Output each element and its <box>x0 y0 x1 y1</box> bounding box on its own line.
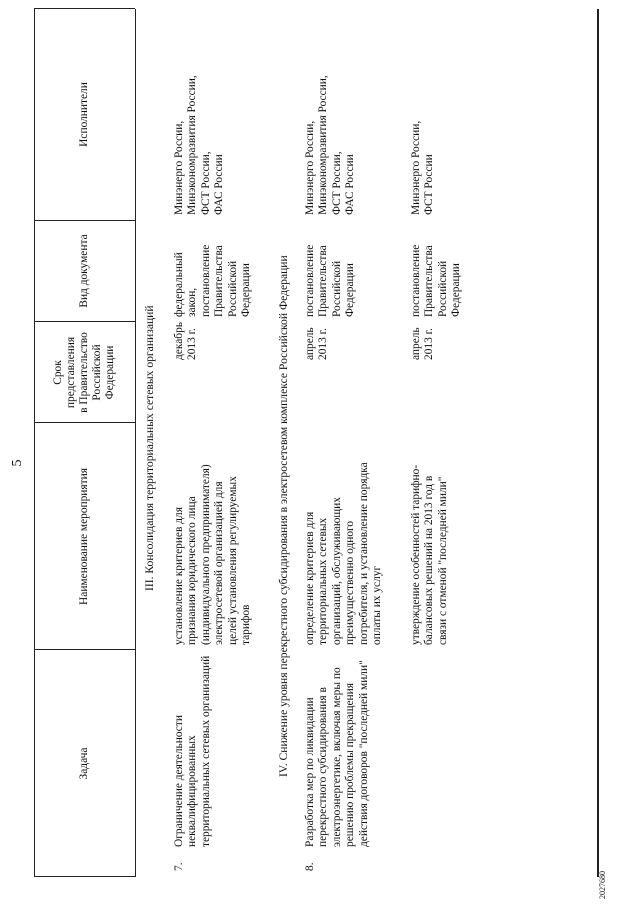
section-title: IV. Снижение уровня перекрестного субсидирования в электросетевом комплексе Российской Федерации <box>277 255 290 777</box>
row-document-type: постановление Правительства Российской Федерации <box>304 244 357 317</box>
row-document-type: постановление Правительства Российской Федерации <box>410 244 463 317</box>
row-deadline: декабрь 2013 г. <box>173 322 199 360</box>
row-number: 7. <box>173 862 185 871</box>
header-executors: Исполнители <box>78 82 90 147</box>
header-deadline: Срок представления в Правительство Российской Федерации <box>52 332 116 413</box>
page-number: 5 <box>10 459 25 467</box>
table-bottom-border <box>597 9 599 877</box>
row-measure-name: установление критериев для признания юридического лица (индивидуального предпринимателя) электросетевой организацией для целей установления регулируемых тарифов <box>173 464 253 645</box>
row-deadline: апрель 2013 г. <box>304 327 330 360</box>
row-document-type: федеральный закон, постановление Правительства Российской Федерации <box>173 244 253 317</box>
row-executors: Минэнерго России, Минэкономразвития России, ФСТ России, ФАС России <box>173 75 226 215</box>
header-task: Задача <box>78 747 90 780</box>
section-title: III. Консолидация территориальных сетевых организаций <box>143 305 156 591</box>
header-measure-name: Наименование мероприятия <box>78 468 90 605</box>
header-document-type: Вид документа <box>78 234 90 308</box>
header-bottom-border <box>135 9 136 877</box>
row-number: 8. <box>304 862 316 871</box>
row-measure-name: утверждение особенностей тарифно- балансовых решений на 2013 год в связи с отменой "последней мили" <box>410 464 449 645</box>
row-deadline: апрель 2013 г. <box>410 327 436 360</box>
row-executors: Минэнерго России, ФСТ России <box>410 120 436 215</box>
row-task: Ограничение деятельности неквалифицированных территориальных сетевых организаций <box>173 655 212 847</box>
row-task: Разработка мер по ликвидации перекрестного субсидирования в электроэнергетике, включая меры по решению проблемы прекращения действия договоров "последней мили" <box>304 660 370 847</box>
row-executors: Минэнерго России, Минэкономразвития России, ФСТ России, ФАС России <box>304 75 357 215</box>
row-measure-name: определение критериев для территориальных сетевых организаций, обслуживающих преимущественно одного потребителя, и установление порядка оплаты их услуг <box>304 462 384 645</box>
document-id: 2027680 <box>598 871 607 899</box>
